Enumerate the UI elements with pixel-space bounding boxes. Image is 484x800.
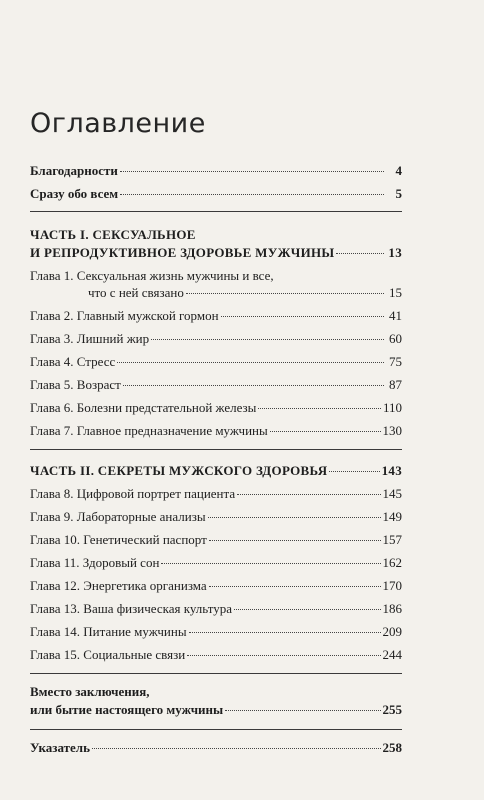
leader-dots [189, 632, 381, 633]
entry-page: 13 [388, 245, 402, 260]
toc-entry-chapter[interactable] [30, 555, 402, 571]
leader-dots [186, 293, 384, 294]
leader-dots [209, 540, 381, 541]
toc-entry-part2[interactable] [30, 463, 402, 479]
leader-dots [120, 171, 384, 172]
entry-page: 162 [382, 555, 402, 570]
leader-dots [151, 339, 384, 340]
entry-label: Глава 6. Болезни предстательной железы [30, 400, 257, 415]
entry-label: ЧАСТЬ II. СЕКРЕТЫ МУЖСКОГО ЗДОРОВЬЯ [30, 463, 328, 478]
leader-dots [120, 194, 384, 195]
entry-page: 75 [389, 354, 402, 369]
divider [30, 673, 402, 674]
entry-page: 41 [389, 308, 402, 323]
entry-page: 170 [382, 578, 402, 593]
entry-page: 255 [382, 702, 402, 717]
toc-entry-chapter[interactable] [30, 400, 402, 416]
entry-label: Глава 10. Генетический паспорт [30, 532, 207, 547]
entry-page: 258 [382, 740, 402, 755]
toc-entry-chapter[interactable] [30, 601, 402, 617]
entry-page: 244 [382, 647, 402, 662]
entry-label: Благодарности [30, 163, 118, 178]
entry-label: Глава 3. Лишний жир [30, 331, 150, 346]
entry-label: Глава 5. Возраст [30, 377, 121, 392]
entry-label: Глава 4. Стресс [30, 354, 116, 369]
divider [30, 729, 402, 730]
toc-entry-chapter[interactable] [30, 308, 402, 324]
toc-entry-chapter[interactable] [30, 354, 402, 370]
toc-entry-chapter[interactable] [30, 377, 402, 393]
entry-label: Сразу обо всем [30, 186, 119, 201]
toc-entry-conclusion[interactable] [30, 702, 402, 718]
leader-dots [336, 253, 384, 254]
leader-dots [258, 408, 381, 409]
leader-dots [237, 494, 380, 495]
entry-label: или бытие настоящего мужчины [30, 702, 224, 717]
leader-dots [161, 563, 380, 564]
leader-dots [225, 710, 380, 711]
leader-dots [187, 655, 380, 656]
entry-page: 149 [382, 509, 402, 524]
toc-entry-acknowledgements[interactable] [30, 163, 402, 179]
entry-page: 145 [382, 486, 402, 501]
leader-dots [123, 385, 384, 386]
entry-label: Глава 13. Ваша физическая культура [30, 601, 233, 616]
leader-dots [270, 431, 381, 432]
entry-label: Глава 11. Здоровый сон [30, 555, 160, 570]
leader-dots [329, 471, 379, 472]
toc-entry-chapter[interactable] [30, 423, 402, 439]
entry-page: 4 [395, 163, 402, 178]
toc-entry-chapter[interactable] [30, 647, 402, 663]
entry-page: 110 [382, 400, 402, 415]
leader-dots [117, 362, 384, 363]
entry-label: Глава 12. Энергетика организма [30, 578, 207, 593]
entry-label: Глава 8. Цифровой портрет пациента [30, 486, 236, 501]
toc-entry-chapter[interactable] [30, 331, 402, 347]
divider [30, 449, 402, 450]
entry-page: 157 [382, 532, 402, 547]
entry-page: 209 [382, 624, 402, 639]
toc-entry-chapter[interactable] [30, 532, 402, 548]
part1-heading-line1: ЧАСТЬ I. СЕКСУАЛЬНОЕ [30, 227, 196, 242]
toc-entry-index[interactable] [30, 740, 402, 756]
entry-page: 15 [389, 285, 402, 300]
entry-page: 60 [389, 331, 402, 346]
entry-page: 5 [395, 186, 402, 201]
leader-dots [208, 517, 381, 518]
toc-entry-chapter[interactable] [30, 624, 402, 640]
leader-dots [221, 316, 384, 317]
leader-dots [209, 586, 381, 587]
chapter1-line1: Глава 1. Сексуальная жизнь мужчины и все, [30, 268, 274, 283]
toc-entry-part1[interactable] [30, 245, 402, 261]
entry-label: Глава 2. Главный мужской гормон [30, 308, 219, 323]
conclusion-line1: Вместо заключения, [30, 684, 150, 699]
page-title: Оглавление [30, 108, 206, 139]
entry-page: 186 [382, 601, 402, 616]
entry-label: Глава 9. Лабораторные анализы [30, 509, 206, 524]
entry-label: И РЕПРОДУКТИВНОЕ ЗДОРОВЬЕ МУЖЧИНЫ [30, 245, 335, 260]
entry-label: что с ней связано [88, 285, 184, 300]
toc-entry-chapter[interactable] [30, 578, 402, 594]
leader-dots [234, 609, 380, 610]
toc-entry-chapter[interactable] [30, 486, 402, 502]
divider [30, 211, 402, 212]
leader-dots [92, 748, 381, 749]
entry-page: 130 [382, 423, 402, 438]
toc-entry-chapter1[interactable] [88, 285, 402, 301]
entry-label: Указатель [30, 740, 90, 755]
toc-entry-intro[interactable] [30, 186, 402, 202]
toc-entry-chapter[interactable] [30, 509, 402, 525]
entry-label: Глава 15. Социальные связи [30, 647, 186, 662]
entry-page: 87 [389, 377, 402, 392]
entry-page: 143 [381, 463, 402, 478]
entry-label: Глава 7. Главное предназначение мужчины [30, 423, 268, 438]
entry-label: Глава 14. Питание мужчины [30, 624, 187, 639]
